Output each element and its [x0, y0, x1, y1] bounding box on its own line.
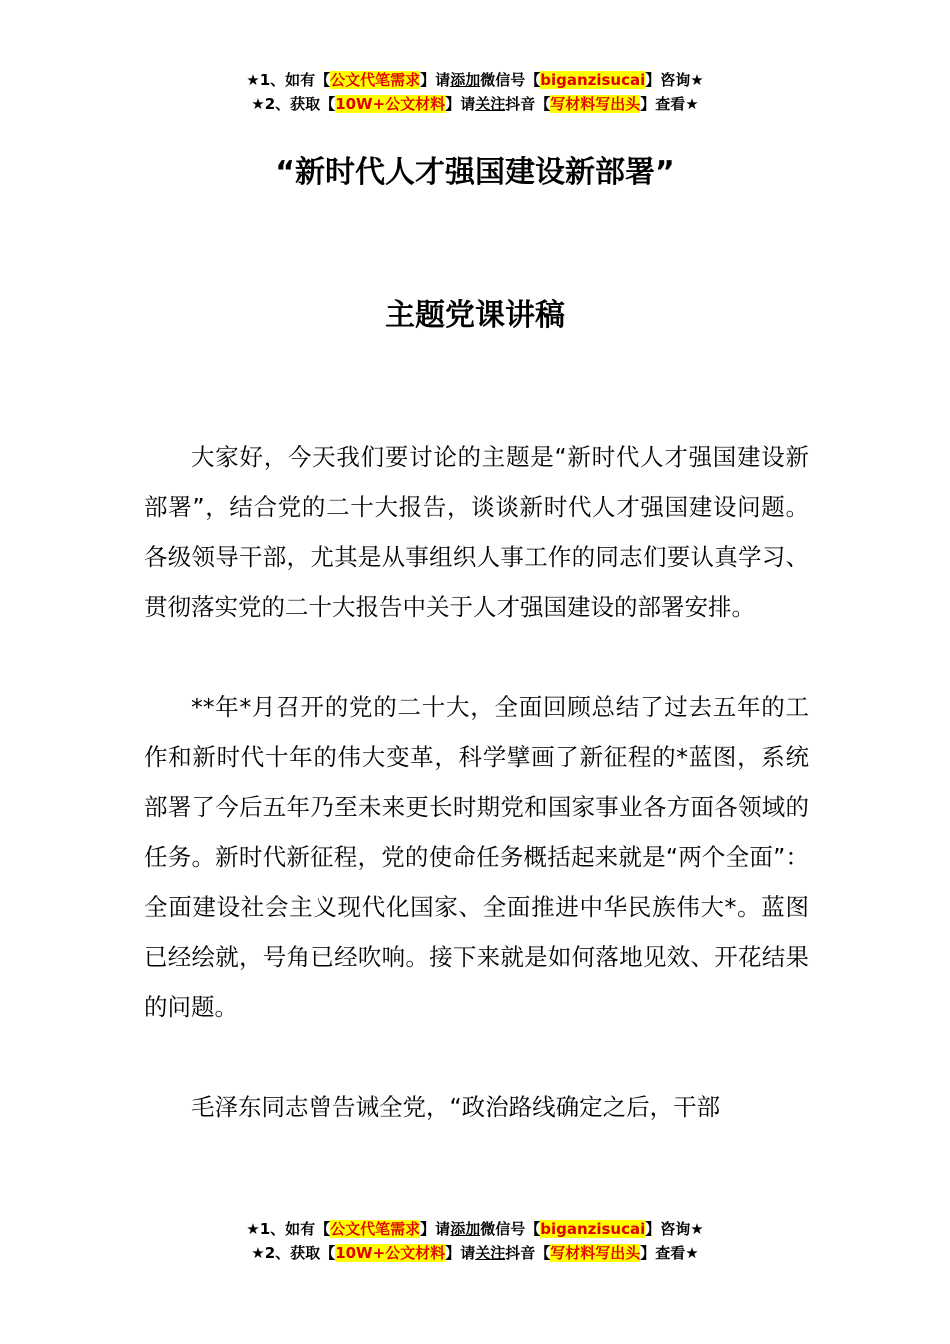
document-subtitle: 主题党课讲稿 — [385, 298, 565, 333]
banner-text: 】咨询★ — [645, 71, 704, 89]
banner-text: 抖音【 — [505, 1244, 551, 1262]
document-title: “新时代人才强国建设新部署” — [275, 155, 675, 190]
banner-text: ★2、获取【 — [251, 1244, 336, 1262]
banner-highlight: biganzisucai — [540, 71, 646, 89]
banner-highlight: biganzisucai — [540, 1220, 646, 1238]
banner-text: 微信号【 — [480, 1220, 541, 1238]
banner-highlight: 10W+公文材料 — [335, 95, 446, 113]
banner-underline: 关注 — [475, 95, 506, 113]
paragraph: 毛泽东同志曾告诫全党，“政治路线确定之后，干部 — [191, 1093, 721, 1121]
document-body — [144, 432, 809, 1132]
banner-text: 】查看★ — [640, 95, 699, 113]
banner-text: ★1、如有【 — [246, 1220, 331, 1238]
banner-underline: 添加 — [450, 71, 481, 89]
banner-text: 】查看★ — [640, 1244, 699, 1262]
banner-highlight: 10W+公文材料 — [335, 1244, 446, 1262]
banner-highlight: 写材料写出头 — [550, 95, 641, 113]
banner-line-1 — [0, 68, 950, 92]
banner-text: 】咨询★ — [645, 1220, 704, 1238]
banner-line-2 — [0, 92, 950, 116]
banner-text: 】请 — [445, 95, 476, 113]
paragraph: 大家好，今天我们要讨论的主题是“新时代人才强国建设新部署”，结合党的二十大报告，谈谈新时代人才强国建设问题。各级领导干部，尤其是从事组织人事工作的同志们要认真学习、贯彻落实党的二十大报告中关于人才强国建设的部署安排。 — [144, 443, 809, 621]
footer-banner — [0, 1217, 950, 1265]
banner-text: 微信号【 — [480, 71, 541, 89]
header-banner — [0, 68, 950, 116]
banner-text: ★2、获取【 — [251, 95, 336, 113]
banner-text: 】请 — [445, 1244, 476, 1262]
banner-highlight: 公文代笔需求 — [330, 1220, 421, 1238]
banner-underline: 添加 — [450, 1220, 481, 1238]
banner-text: 】请 — [420, 1220, 451, 1238]
banner-line-1 — [0, 1217, 950, 1241]
banner-text: 抖音【 — [505, 95, 551, 113]
banner-underline: 关注 — [475, 1244, 506, 1262]
banner-text: 】请 — [420, 71, 451, 89]
banner-highlight: 写材料写出头 — [550, 1244, 641, 1262]
paragraph: **年*月召开的党的二十大，全面回顾总结了过去五年的工作和新时代十年的伟大变革，科学擘画了新征程的*蓝图，系统部署了今后五年乃至未来更长时期党和国家事业各方面各领域的任务。新时代新征程，党的使命任务概括起来就是“两个全面”：全面建设社会主义现代化国家、全面推进中华民族伟大*。蓝图已经绘就，号角已经吹响。接下来就是如何落地见效、开花结果的问题。 — [144, 693, 809, 1021]
banner-line-2 — [0, 1241, 950, 1265]
banner-text: ★1、如有【 — [246, 71, 331, 89]
banner-highlight: 公文代笔需求 — [330, 71, 421, 89]
